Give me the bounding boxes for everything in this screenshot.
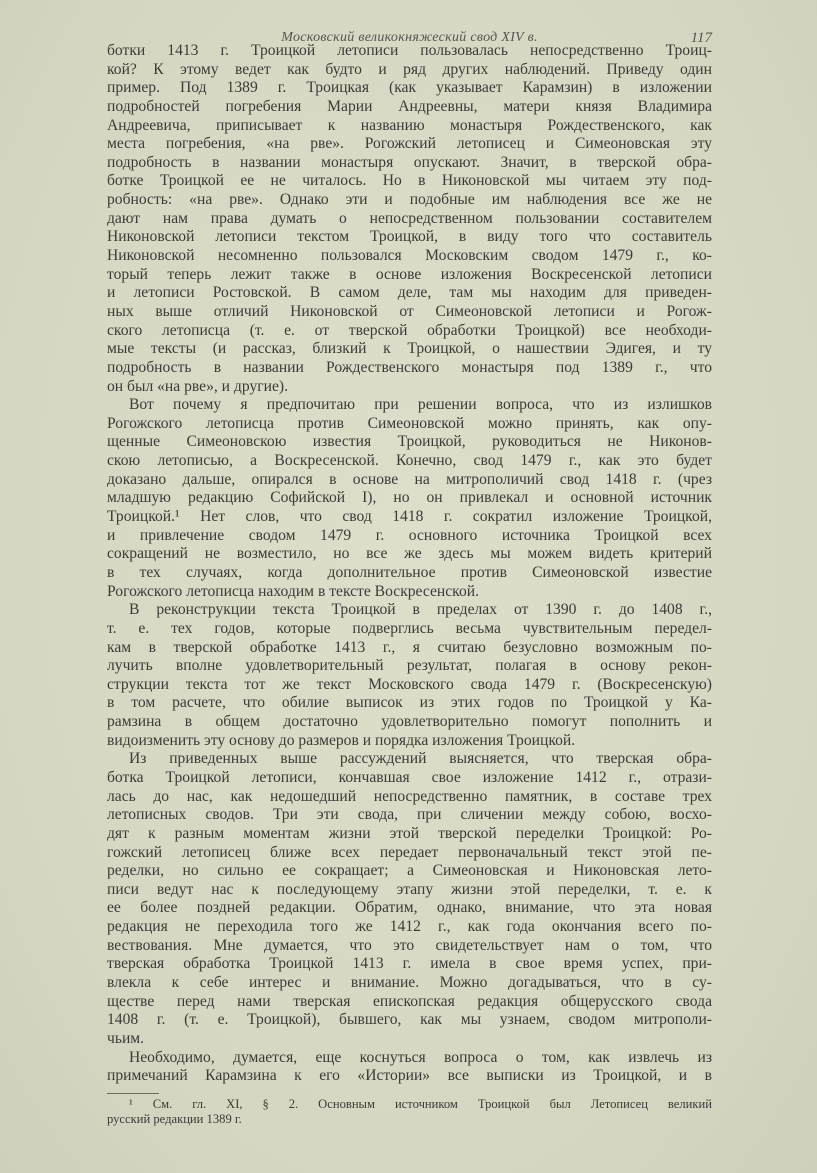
text-line: вествования. Мне думается, что это свидетельствует нам о том, что xyxy=(107,936,712,954)
text-line: ботки 1413 г. Троицкой летописи пользовалась непосредственно Троиц- xyxy=(107,42,712,59)
text-line: ботка Троицкой летописи, кончавшая свое изложение 1412 г., отрази- xyxy=(107,768,712,786)
footnote-line: русский редакции 1389 г. xyxy=(107,1112,242,1126)
text-line: доказано дальше, опирался в основе на митрополичий свод 1418 г. (чрез xyxy=(107,470,712,488)
text-line: Никоновской летописи текстом Троицкой, в виду того что составитель xyxy=(107,228,712,246)
text-line: сокращений не возместило, но все же здесь мы можем видеть критерий xyxy=(107,545,712,563)
text-line: он был «на рве», и другие). xyxy=(107,377,288,395)
text-line: в том расчете, что обилие выписок из этих годов по Троицкой у Ка- xyxy=(107,694,712,712)
text-line: ных выше отличий Никоновской от Симеоновской летописи и Рогож- xyxy=(107,302,712,320)
text-line: торый теперь лежит также в основе изложения Воскресенской летописи xyxy=(107,265,712,283)
text-line: Рогожского летописца находим в тексте Воскресенской. xyxy=(107,582,479,600)
text-line: Никоновской несомненно пользовался Московским сводом 1479 г., ко- xyxy=(107,247,712,265)
footnote xyxy=(107,1097,712,1127)
text-line: Андреевича, приписывает к названию монастыря Рождественского, как xyxy=(107,116,712,134)
text-line: лучить вполне удовлетворительный результат, полагая в основу рекон- xyxy=(107,657,712,675)
text-line: подробность в названии монастыря опускают. Значит, в тверской обра- xyxy=(107,153,712,171)
text-line: Троицкой.¹ Нет слов, что свод 1418 г. сократил изложение Троицкой, xyxy=(107,508,712,526)
text-line: редакция не переходила того же 1412 г., как года окончания всего по- xyxy=(107,918,712,936)
text-line: мые тексты (и рассказ, близкий к Троицкой, о нашествии Эдигея, и ту xyxy=(107,340,712,358)
text-line: рамзина в общем достаточно удовлетворительно помогут пополнить и xyxy=(107,713,712,731)
text-line: подробностей погребения Марии Андреевны, матери князя Владимира xyxy=(107,97,712,115)
running-title: Московский великокняжеский свод XIV в. xyxy=(281,30,538,45)
text-line: скою летописью, а Воскресенской. Конечно, свод 1479 г., как это будет xyxy=(107,452,712,470)
text-line: и привлечение сводом 1479 г. основного источника Троицкой всех xyxy=(107,526,712,544)
text-line: ее более поздней редакции. Обратим, однако, внимание, что эта новая xyxy=(107,899,712,917)
text-line: в тех случаях, когда дополнительное против Симеоновской известие xyxy=(107,563,712,581)
text-line: струкции текста тот же текст Московского свода 1479 г. (Воскресенскую) xyxy=(107,675,712,693)
text-line: младшую редакцию Софийской I), но он привлекал и основной источник xyxy=(107,489,712,507)
text-line: летописных сводов. Три эти свода, при сличении между собою, восхо- xyxy=(107,806,712,824)
text-line: пример. Под 1389 г. Троицкая (как указывает Карамзин) в изложении xyxy=(107,79,712,97)
text-line: Рогожского летописца против Симеоновской можно принять, как опу- xyxy=(107,414,712,432)
text-line: примечаний Карамзина к его «Истории» все выписки из Троицкой, и в xyxy=(107,1067,712,1085)
text-line: кам в тверской обработке 1413 г., я считаю безусловно возможным по- xyxy=(107,638,712,656)
text-line: тверская обработка Троицкой 1413 г. имела в свое время успех, при- xyxy=(107,955,712,973)
text-line: ществе перед нами тверская епископская редакция общерусского свода xyxy=(107,992,712,1010)
text-line: щенные Симеоновскою известия Троицкой, руководиться не Никонов- xyxy=(107,433,712,451)
text-line: Необходимо, думается, еще коснуться вопроса о том, как извлечь из xyxy=(129,1048,712,1066)
text-line: влекла к себе интерес и внимание. Можно догадываться, что в су- xyxy=(107,974,712,992)
text-line: гожский летописец ближе всех передает первоначальный текст этой пе- xyxy=(107,843,712,861)
text-line: В реконструкции текста Троицкой в пределах от 1390 г. до 1408 г., xyxy=(129,601,712,619)
text-line: Из приведенных выше рассуждений выясняется, что тверская обра- xyxy=(129,750,712,768)
text-line: и летописи Ростовской. В самом деле, там мы находим для приведен- xyxy=(107,284,712,302)
body-text xyxy=(107,42,712,1086)
text-line: подробность в названии Рождественского монастыря под 1389 г., что xyxy=(107,358,712,376)
text-line: дают нам права думать о непосредственном пользовании составителем xyxy=(107,209,712,227)
text-line: Вот почему я предпочитаю при решении вопроса, что из излишков xyxy=(129,396,712,414)
page-number: 117 xyxy=(690,30,712,46)
text-line: писи ведут нас к последующему этапу жизни этой переделки, т. е. к xyxy=(107,880,712,898)
text-line: кой? К этому ведет как будто и ряд других наблюдений. Приведу один xyxy=(107,60,712,78)
text-line: ботке Троицкой ее не читалось. Но в Никоновской мы читаем эту под- xyxy=(107,172,712,190)
text-line: ского летописца (т. е. от тверской обработки Троицкой) все необходи- xyxy=(107,321,712,339)
text-line: места погребения, «на рве». Рогожский летописец и Симеоновская эту xyxy=(107,135,712,153)
text-line: робность: «на рве». Однако эти и подобные им наблюдения все же не xyxy=(107,191,712,209)
text-line: 1408 г. (т. е. Троицкой), бывшего, как мы узнаем, сводом митрополи- xyxy=(107,1011,712,1029)
footnote-divider xyxy=(107,1093,159,1094)
text-line: лась до нас, как недошедший непосредственно памятник, в составе трех xyxy=(107,787,712,805)
text-line: дят к разным моментам жизни этой тверской переделки Троицкой: Ро- xyxy=(107,824,712,842)
text-line: ределки, но сильно ее сокращает; а Симеоновская и Никоновская лето- xyxy=(107,862,712,880)
text-line: т. е. тех годов, которые подверглись весьма чувствительным передел- xyxy=(107,619,712,637)
text-line: видоизменить эту основу до размеров и порядка изложения Троицкой. xyxy=(107,731,576,749)
footnote-line: ¹ См. гл. XI, § 2. Основным источником Троицкой был Летописец великий xyxy=(129,1097,712,1111)
text-line: чьим. xyxy=(107,1029,145,1047)
